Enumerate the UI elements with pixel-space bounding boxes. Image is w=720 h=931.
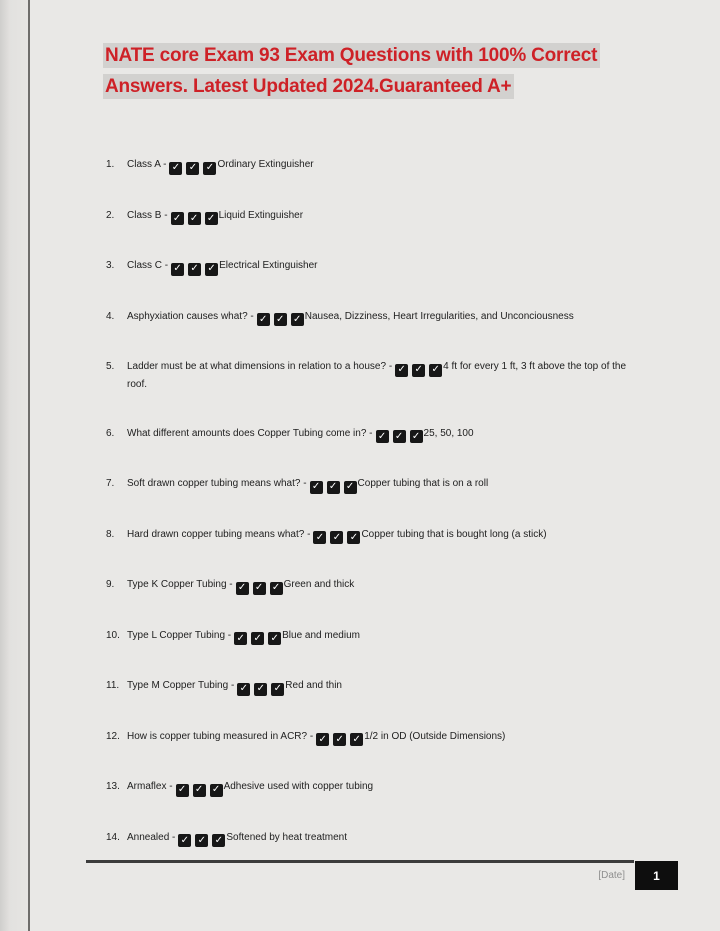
- answer-text: 25, 50, 100: [423, 427, 474, 439]
- page-left-rule: [28, 0, 30, 931]
- question-body: [127, 779, 642, 797]
- question-text: What different amounts does Copper Tubing come in? -: [127, 427, 373, 439]
- checked-checkbox-icon: ✓: [347, 531, 360, 544]
- checked-checkbox-icon: ✓: [344, 481, 357, 494]
- question-number: 2.: [106, 209, 115, 221]
- answer-text: Adhesive used with copper tubing: [223, 781, 374, 792]
- answer-text: Blue and medium: [282, 629, 360, 641]
- checked-checkbox-icon: ✓: [205, 263, 218, 276]
- question-item: [106, 779, 642, 797]
- question-body: [127, 258, 642, 276]
- question-number: 14.: [106, 831, 120, 843]
- checked-checkbox-icon: ✓: [350, 733, 363, 746]
- answer-text: Softened by heat treatment: [226, 831, 348, 843]
- question-number: 5.: [106, 361, 115, 372]
- question-number: 6.: [106, 427, 115, 439]
- question-body: [127, 577, 642, 595]
- checked-checkbox-icon: ✓: [327, 481, 340, 494]
- question-number: 8.: [106, 528, 115, 540]
- checked-checkbox-icon: ✓: [188, 212, 201, 225]
- checked-checkbox-icon: ✓: [313, 531, 326, 544]
- question-text: Soft drawn copper tubing means what? -: [127, 478, 307, 489]
- checked-checkbox-icon: ✓: [316, 733, 329, 746]
- question-number: 10.: [106, 629, 120, 641]
- checked-checkbox-icon: ✓: [257, 313, 270, 326]
- answer-text: 1/2 in OD (Outside Dimensions): [364, 730, 506, 742]
- checked-checkbox-icon: ✓: [270, 582, 283, 595]
- question-item: [106, 157, 642, 175]
- question-list: [106, 157, 642, 880]
- page-number-box: [635, 861, 678, 890]
- question-number: 4.: [106, 310, 115, 322]
- checked-checkbox-icon: ✓: [237, 683, 250, 696]
- question-body: [127, 157, 642, 175]
- checked-checkbox-icon: ✓: [186, 162, 199, 175]
- checked-checkbox-icon: ✓: [210, 784, 223, 797]
- page-title: [103, 41, 643, 103]
- question-body: [127, 527, 642, 545]
- question-text: Hard drawn copper tubing means what? -: [127, 528, 311, 540]
- answer-text: Red and thin: [285, 680, 342, 691]
- page-title-line-1: NATE core Exam 93 Exam Questions with 100% Correct: [103, 41, 643, 71]
- question-text: Class B -: [127, 209, 168, 221]
- checked-checkbox-icon: ✓: [330, 531, 343, 544]
- checked-checkbox-icon: ✓: [376, 430, 389, 443]
- checked-checkbox-icon: ✓: [251, 632, 264, 645]
- answer-text: Liquid Extinguisher: [218, 209, 304, 221]
- question-body: [127, 830, 642, 848]
- checked-checkbox-icon: ✓: [271, 683, 284, 696]
- question-number: 11.: [106, 680, 120, 691]
- answer-text: Copper tubing that is bought long (a stick): [361, 528, 547, 540]
- question-item: [106, 830, 642, 848]
- question-text: Annealed -: [127, 831, 176, 843]
- checked-checkbox-icon: ✓: [205, 212, 218, 225]
- checked-checkbox-icon: ✓: [169, 162, 182, 175]
- question-body: [127, 476, 642, 494]
- question-body: [127, 729, 642, 747]
- question-number: 9.: [106, 579, 115, 590]
- question-item: [106, 359, 642, 393]
- question-number: 12.: [106, 730, 120, 742]
- checked-checkbox-icon: ✓: [429, 364, 442, 377]
- checked-checkbox-icon: ✓: [236, 582, 249, 595]
- checked-checkbox-icon: ✓: [193, 784, 206, 797]
- answer-text: 4 ft for every 1 ft, 3 ft above the top of the roof.: [127, 361, 627, 390]
- page-title-line-2: Answers. Latest Updated 2024.Guaranteed A+: [103, 72, 643, 102]
- question-number: 13.: [106, 781, 120, 792]
- answer-text: Green and thick: [283, 579, 355, 590]
- checked-checkbox-icon: ✓: [410, 430, 423, 443]
- checked-checkbox-icon: ✓: [274, 313, 287, 326]
- question-item: [106, 309, 642, 327]
- question-text: Type M Copper Tubing -: [127, 680, 235, 691]
- footer-rule: [86, 860, 634, 863]
- question-item: [106, 208, 642, 226]
- question-item: [106, 258, 642, 276]
- checked-checkbox-icon: ✓: [393, 430, 406, 443]
- question-text: Armaflex -: [127, 781, 173, 792]
- checked-checkbox-icon: ✓: [188, 263, 201, 276]
- question-body: [127, 678, 642, 696]
- answer-text: Ordinary Extinguisher: [217, 159, 314, 170]
- checked-checkbox-icon: ✓: [253, 582, 266, 595]
- question-text: Class A -: [127, 159, 167, 170]
- question-item: [106, 628, 642, 646]
- checked-checkbox-icon: ✓: [171, 263, 184, 276]
- checked-checkbox-icon: ✓: [333, 733, 346, 746]
- checked-checkbox-icon: ✓: [291, 313, 304, 326]
- question-number: 3.: [106, 260, 115, 271]
- question-body: [127, 628, 642, 646]
- checked-checkbox-icon: ✓: [254, 683, 267, 696]
- question-item: [106, 577, 642, 595]
- checked-checkbox-icon: ✓: [268, 632, 281, 645]
- question-number: 7.: [106, 478, 115, 489]
- checked-checkbox-icon: ✓: [234, 632, 247, 645]
- checked-checkbox-icon: ✓: [412, 364, 425, 377]
- checked-checkbox-icon: ✓: [212, 834, 225, 847]
- checked-checkbox-icon: ✓: [171, 212, 184, 225]
- question-item: [106, 729, 642, 747]
- question-item: [106, 476, 642, 494]
- checked-checkbox-icon: ✓: [395, 364, 408, 377]
- question-item: [106, 426, 642, 444]
- question-text: Class C -: [127, 260, 169, 271]
- checked-checkbox-icon: ✓: [195, 834, 208, 847]
- question-body: [127, 359, 642, 393]
- question-body: [127, 208, 642, 226]
- question-text: Type L Copper Tubing -: [127, 629, 232, 641]
- answer-text: Nausea, Dizziness, Heart Irregularities, and Unconciousness: [304, 310, 574, 322]
- question-text: How is copper tubing measured in ACR? -: [127, 730, 314, 742]
- checked-checkbox-icon: ✓: [203, 162, 216, 175]
- question-text: Asphyxiation causes what? -: [127, 310, 254, 322]
- checked-checkbox-icon: ✓: [310, 481, 323, 494]
- question-text: Ladder must be at what dimensions in relation to a house? -: [127, 361, 393, 372]
- scan-left-gutter: [0, 0, 28, 931]
- page-number: 1: [653, 868, 660, 883]
- question-item: [106, 527, 642, 545]
- answer-text: Electrical Extinguisher: [219, 260, 318, 271]
- answer-text: Copper tubing that is on a roll: [357, 478, 489, 489]
- question-text: Type K Copper Tubing -: [127, 579, 233, 590]
- checked-checkbox-icon: ✓: [178, 834, 191, 847]
- question-item: [106, 678, 642, 696]
- question-number: 1.: [106, 159, 115, 170]
- footer-date: [Date]: [598, 870, 625, 881]
- checked-checkbox-icon: ✓: [176, 784, 189, 797]
- question-body: [127, 309, 642, 327]
- question-body: [127, 426, 642, 444]
